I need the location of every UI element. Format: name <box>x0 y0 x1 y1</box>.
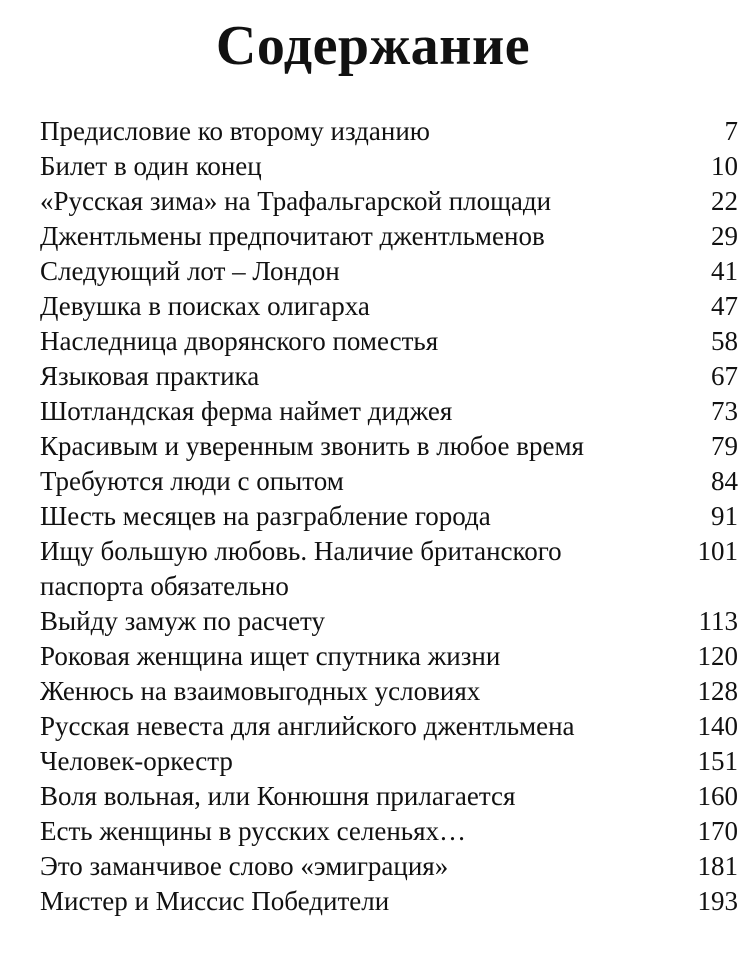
toc-entry <box>40 359 738 394</box>
toc-entry-title: Человек-оркестр <box>40 746 233 776</box>
toc-entry <box>40 254 738 289</box>
toc-entry-title: Наследница дворянского поместья <box>40 326 439 356</box>
toc-entry-title: Женюсь на взаимовыгодных условиях <box>40 676 481 706</box>
page-title: Содержание <box>215 15 531 77</box>
toc-entry-page: 58 <box>711 326 738 356</box>
toc-entry-title: Языковая практика <box>40 361 260 391</box>
toc-entry <box>40 219 738 254</box>
toc-entry-title: Требуются люди с опытом <box>40 466 344 496</box>
toc-entry-title: Роковая женщина ищет спутника жизни <box>40 641 501 671</box>
toc-entry-page: 101 <box>697 536 738 566</box>
toc-entry-title: Красивым и уверенным звонить в любое время <box>40 431 584 461</box>
toc-entry-title: Девушка в поисках олигарха <box>40 291 370 321</box>
toc-entry-title: Есть женщины в русских селеньях… <box>40 816 467 846</box>
toc-entry-page: 67 <box>711 361 738 391</box>
toc-entry-title: Выйду замуж по расчету <box>40 606 326 636</box>
toc-entry-title: Джентльмены предпочитают джентльменов <box>40 221 545 251</box>
toc-entry <box>40 289 738 324</box>
toc-entry-title: Следующий лот – Лондон <box>40 256 340 286</box>
toc-entry-title: Шотландская ферма наймет диджея <box>40 396 453 426</box>
toc-entry-page: 181 <box>697 851 738 881</box>
toc-entry <box>40 744 738 779</box>
toc-entry-page: 113 <box>698 606 738 636</box>
toc-entry-page: 91 <box>711 501 738 531</box>
toc-entry-page: 29 <box>711 221 738 251</box>
toc-entry <box>40 394 738 429</box>
toc-entry-page: 10 <box>711 151 738 181</box>
toc-entry-page: 160 <box>697 781 738 811</box>
toc-entry-page: 140 <box>697 711 738 741</box>
toc-entry <box>40 149 738 184</box>
toc-entry <box>40 849 738 884</box>
toc-entry-page: 151 <box>697 746 738 776</box>
toc-entry-page: 84 <box>711 466 738 496</box>
toc-entry-page: 79 <box>711 431 738 461</box>
toc-entry <box>40 779 738 814</box>
toc-entry-page: 193 <box>697 886 738 916</box>
toc-entry <box>40 464 738 499</box>
toc-entry-page: 7 <box>724 116 738 146</box>
toc-entry-page: 41 <box>711 256 738 286</box>
toc-entry <box>40 114 738 149</box>
toc-entry <box>40 884 738 919</box>
toc-entry-title: Воля вольная, или Конюшня прилагается <box>40 781 516 811</box>
toc-entry <box>40 639 738 674</box>
toc-entry-title: Шесть месяцев на разграбление города <box>40 501 491 531</box>
toc-entry-page: 170 <box>697 816 738 846</box>
toc-entry-page: 120 <box>697 641 738 671</box>
toc-entry-page: 73 <box>711 396 738 426</box>
toc-entry-page: 22 <box>711 186 738 216</box>
toc-entry-title: Это заманчивое слово «эмиграция» <box>40 851 449 881</box>
toc-entry-page: 47 <box>711 291 738 321</box>
toc-entry <box>40 184 738 219</box>
toc-entry <box>40 534 738 604</box>
toc-entry-title: Ищу большую любовь. Наличие британского паспорта обязательно <box>40 536 562 601</box>
toc-entry-page: 128 <box>697 676 738 706</box>
toc-entry-title: Мистер и Миссис Победители <box>40 886 390 916</box>
toc-entry-title: Предисловие ко второму изданию <box>40 116 430 146</box>
toc-entry <box>40 814 738 849</box>
table-of-contents <box>40 114 738 919</box>
toc-entry <box>40 429 738 464</box>
toc-entry <box>40 499 738 534</box>
toc-entry <box>40 324 738 359</box>
toc-entry-title: Билет в один конец <box>40 151 262 181</box>
toc-entry <box>40 674 738 709</box>
toc-entry <box>40 709 738 744</box>
toc-entry-title: Русская невеста для английского джентльмена <box>40 711 575 741</box>
toc-entry-title: «Русская зима» на Трафальгарской площади <box>40 186 552 216</box>
toc-entry <box>40 604 738 639</box>
